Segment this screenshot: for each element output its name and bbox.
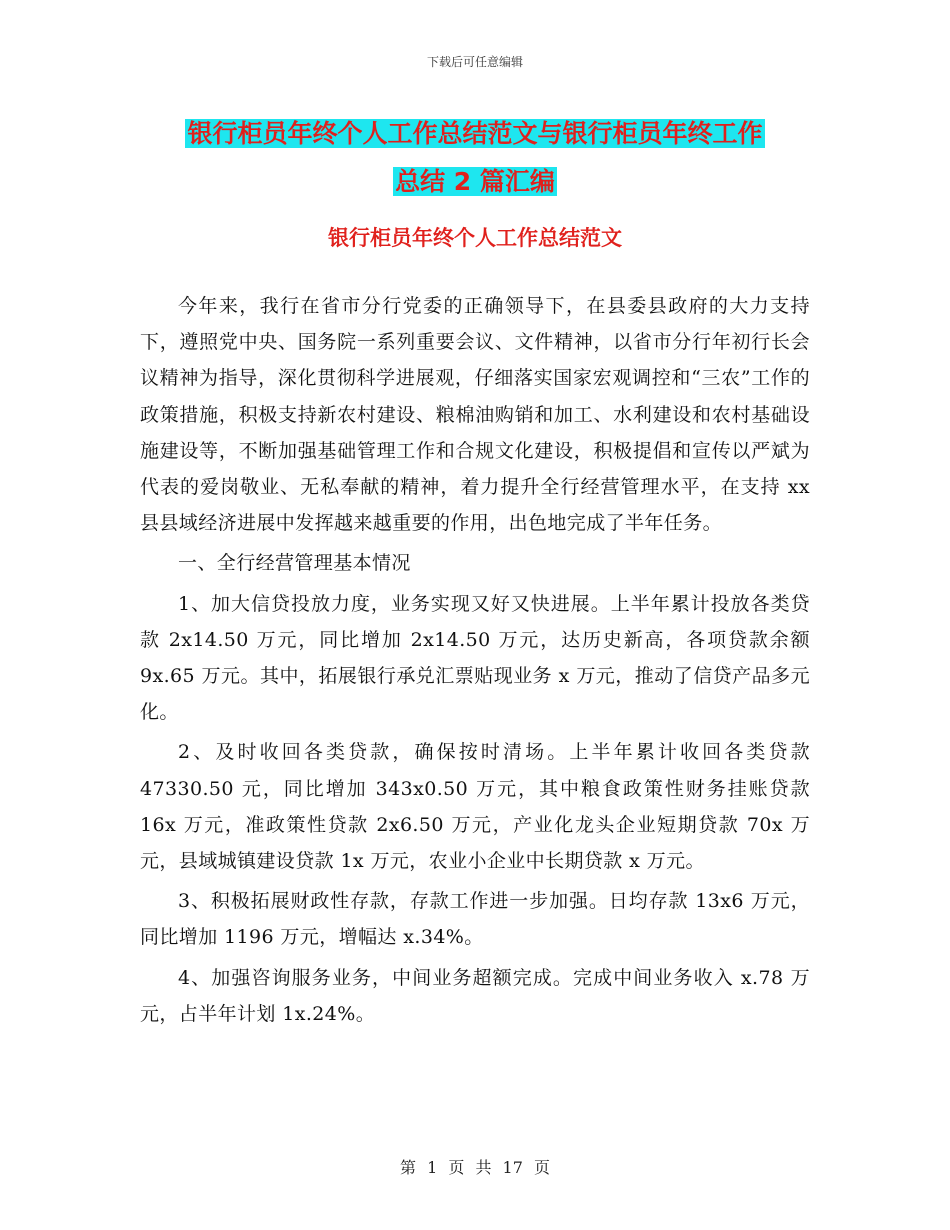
paragraph-item-2: 2、及时收回各类贷款，确保按时清场。上半年累计收回各类贷款 47330.50 元，同比增加 343x0.50 万元，其中粮食政策性财务挂账贷款 16x 万元，准政策性贷款 2x6.50 万元，产业化龙头企业短期贷款 70x 万元，县域城镇建设贷款 1x 万元，农业小企业中长期贷款 x 万元。 [140, 741, 810, 873]
paragraph-item-1: 1、加大信贷投放力度，业务实现又好又快进展。上半年累计投放各类贷款 2x14.50 万元，同比增加 2x14.50 万元，达历史新高，各项贷款余额 9x.65 万元。其中，拓展银行承兑汇票贴现业务 x 万元，推动了信贷产品多元化。 [140, 592, 810, 724]
section-title: 银行柜员年终个人工作总结范文 [328, 226, 622, 250]
document-title-line1: 银行柜员年终个人工作总结范文与银行柜员年终工作 [187, 119, 763, 148]
page-footer: 第 1 页 共 17 页 [400, 1158, 550, 1177]
header-note: 下载后可任意编辑 [426, 55, 523, 69]
document-title [0, 110, 950, 206]
paragraph-item-4: 4、加强咨询服务业务，中间业务超额完成。完成中间业务收入 x.78 万元，占半年计划 1x.24%。 [140, 966, 810, 1025]
paragraph-heading: 一、全行经营管理基本情况 [178, 552, 411, 575]
paragraph-intro: 今年来，我行在省市分行党委的正确领导下，在县委县政府的大力支持下，遵照党中央、国务院一系列重要会议、文件精神，以省市分行年初行长会议精神为指导，深化贯彻科学进展观，仔细落实国家宏观调控和“三农”工作的政策措施，积极支持新农村建设、粮棉油购销和加工、水利建设和农村基础设施建设等，不断加强基础管理工作和合规文化建设，积极提倡和宣传以严斌为代表的爱岗敬业、无私奉献的精神，着力提升全行经营管理水平，在支持 xx 县县域经济进展中发挥越来越重要的作用，出色地完成了半年任务。 [140, 295, 810, 535]
body-text [140, 288, 810, 1036]
document-title-line2: 总结 2 篇汇编 [395, 167, 555, 196]
paragraph-item-3: 3、积极拓展财政性存款，存款工作进一步加强。日均存款 13x6 万元，同比增加 1196 万元，增幅达 x.34%。 [140, 890, 810, 949]
